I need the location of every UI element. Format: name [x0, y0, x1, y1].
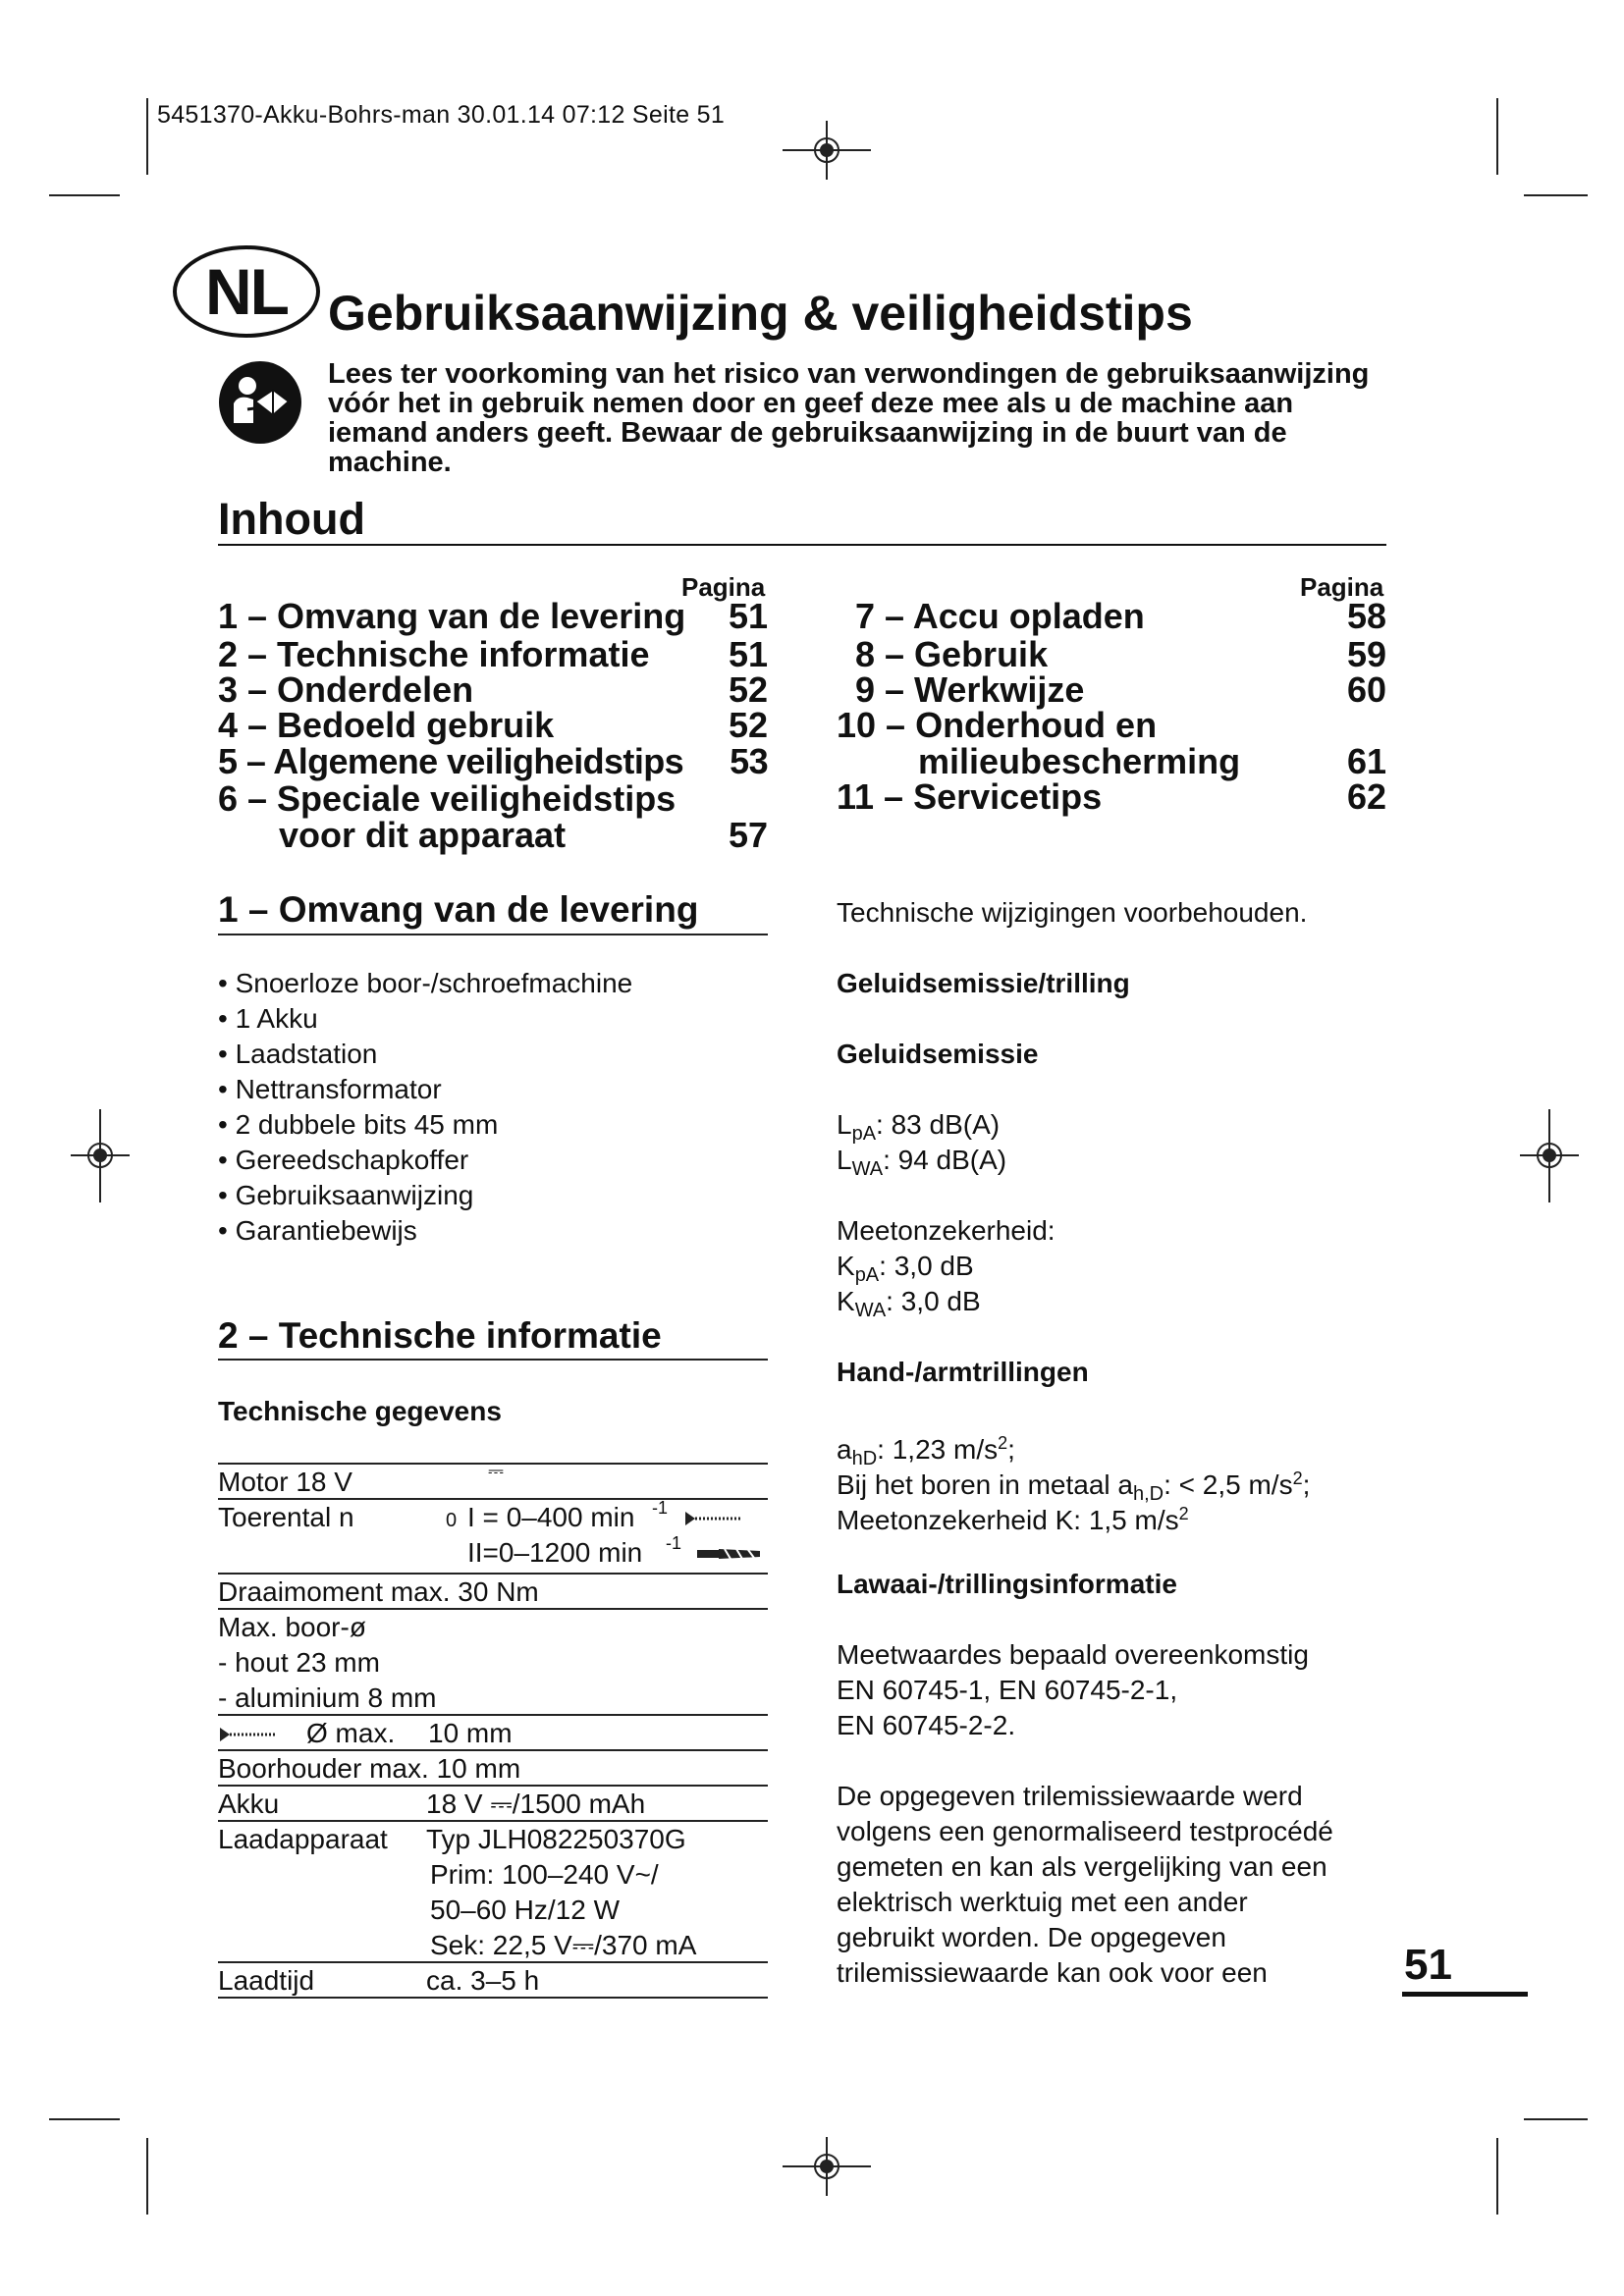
registration-mark-bottom-icon — [783, 2137, 871, 2196]
spec-motor — [218, 1461, 768, 1498]
toc-entry-label: 5 – Algemene veiligheidstips — [218, 741, 684, 781]
tech-data-subtitle: Technische gegevens — [218, 1396, 502, 1426]
toc-entry[interactable] — [837, 776, 1386, 817]
subscript: pA — [854, 1264, 880, 1286]
spec-hout: - hout 23 mm — [218, 1647, 380, 1678]
value: : 83 dB(A) — [876, 1109, 1001, 1140]
language-badge: NL — [173, 245, 320, 338]
opgegeven-line: gemeten en kan als vergelijking van een — [837, 1851, 1327, 1882]
toc-entry[interactable] — [218, 778, 768, 819]
registration-mark-right-icon — [1520, 1109, 1579, 1202]
toc-entry[interactable] — [218, 634, 768, 674]
spec-laad-line: 50–60 Hz/12 W — [430, 1895, 620, 1925]
dc-symbol-icon: ⎓ — [488, 1461, 504, 1482]
screw-icon — [685, 1512, 742, 1525]
hand-arm-heading: Hand-/armtrillingen — [837, 1357, 1089, 1387]
opgegeven-line: De opgegeven trilemissiewaarde werd — [837, 1781, 1303, 1811]
spec-schroef-value: 10 mm — [428, 1718, 513, 1748]
spec-schroef-label: Ø max. — [306, 1718, 396, 1748]
geluid-heading: Geluidsemissie — [837, 1039, 1039, 1069]
section-1-title: 1 – Omvang van de levering — [218, 889, 699, 930]
value: : 94 dB(A) — [883, 1145, 1007, 1175]
toc-entry-label: 8 – Gebruik — [855, 634, 1049, 674]
screw-icon — [220, 1728, 277, 1741]
toc-entry-label: 3 – Onderdelen — [218, 669, 474, 710]
tail: ; — [1302, 1469, 1311, 1500]
spec-divider — [218, 1714, 768, 1716]
toc-entry-page: 51 — [728, 596, 768, 636]
lwa-value — [837, 1143, 1006, 1187]
toc-entry-page: 58 — [1346, 596, 1386, 636]
toc-entry-page: 52 — [728, 669, 768, 710]
crop-mark-bottom-left-horizontal — [49, 2118, 120, 2120]
crop-mark-top-right-vertical — [1496, 98, 1498, 175]
prefix: Meetonzekerheid K: 1,5 m/s — [837, 1505, 1179, 1535]
subscript: h,D — [1132, 1483, 1164, 1505]
superscript: 2 — [998, 1433, 1008, 1453]
crop-mark-top-right-horizontal — [1524, 194, 1588, 196]
warning-text: Lees ter voorkoming van het risico van verwondingen de gebruiksaanwijzing vóór het in gebruik nemen door en geef deze mee als u de machine aan iemand anders geeft. Bewaar de gebruiksaanwijzing in de buurt van de machine. — [328, 358, 1370, 478]
section-1-rule — [218, 934, 768, 935]
toc-entry-label: 1 – Omvang van de levering — [218, 596, 686, 636]
toc-entry-label: 6 – Speciale veiligheidstips — [218, 778, 677, 819]
toc-entry-label: 11 – Servicetips — [837, 776, 1103, 817]
spec-draaimoment: Draaimoment max. 30 Nm — [218, 1576, 539, 1607]
spec-laad-line: Typ JLH082250370G — [426, 1824, 686, 1854]
list-item: • Laadstation — [218, 1039, 378, 1069]
kwa-value — [837, 1284, 981, 1328]
spec-laadtijd-value: ca. 3–5 h — [426, 1965, 540, 1996]
spec-laadtijd-label: Laadtijd — [218, 1965, 315, 1996]
meetwaardes-line: EN 60745-1, EN 60745-2-1, — [837, 1675, 1178, 1705]
spec-laad-line: Prim: 100–240 V~/ — [430, 1859, 659, 1890]
symbol: K — [837, 1286, 855, 1316]
meetwaardes-line: EN 60745-2-2. — [837, 1710, 1016, 1740]
read-manual-icon — [218, 360, 302, 445]
drill-bit-icon — [697, 1547, 760, 1561]
toc-entry-page: 53 — [730, 741, 768, 781]
page-number: 51 — [1404, 1941, 1452, 1989]
toc-rule — [218, 544, 1386, 546]
toc-entry-label: 10 – Onderhoud en — [837, 705, 1158, 745]
meetonzekerheid-label: Meetonzekerheid: — [837, 1215, 1056, 1246]
opgegeven-line: volgens een genormaliseerd testprocédé — [837, 1816, 1333, 1846]
spec-divider — [218, 1820, 768, 1822]
subscript: pA — [851, 1123, 877, 1145]
list-item: • Snoerloze boor-/schroefmachine — [218, 968, 633, 998]
toc-entry-label: voor dit apparaat — [279, 815, 567, 855]
registration-mark-left-icon — [71, 1109, 130, 1202]
spec-laad-label: Laadapparaat — [218, 1824, 388, 1854]
spec-laadapparaat — [218, 1824, 768, 1965]
spec-divider — [218, 1997, 768, 1999]
toc-entry[interactable] — [855, 669, 1386, 710]
prefix: Bij het boren in metaal a — [837, 1469, 1133, 1500]
spec-divider — [218, 1961, 768, 1963]
list-item: • Garantiebewijs — [218, 1215, 417, 1246]
section-2-rule — [218, 1359, 768, 1361]
lawaai-heading: Lawaai-/trillingsinformatie — [837, 1569, 1177, 1599]
opgegeven-line: gebruikt worden. De opgegeven — [837, 1922, 1226, 1952]
list-item: • 2 dubbele bits 45 mm — [218, 1109, 499, 1140]
section-2-title: 2 – Technische informatie — [218, 1315, 662, 1356]
spec-toerental-label: Toerental n — [218, 1502, 354, 1532]
toc-right — [837, 596, 1386, 825]
spec-toerental-speed-1: I = 0–400 min — [467, 1502, 635, 1532]
toc-entry-continued[interactable] — [279, 815, 768, 855]
crop-mark-top-left-vertical — [146, 98, 148, 175]
toc-entry-page: 57 — [728, 815, 768, 855]
meet-k-value — [837, 1496, 1189, 1538]
spec-divider — [218, 1498, 768, 1500]
spec-akku — [218, 1789, 768, 1820]
spec-akku-label: Akku — [218, 1789, 280, 1819]
spec-akku-value: 18 V ⎓/1500 mAh — [426, 1789, 646, 1819]
tail: ; — [1007, 1434, 1015, 1465]
toc-entry-page: 61 — [1346, 741, 1386, 781]
opgegeven-line: elektrisch werktuig met een ander — [837, 1887, 1248, 1917]
toc-entry-label: 7 – Accu opladen — [855, 596, 1145, 636]
toc-left — [218, 596, 768, 864]
value: : 1,23 m/s — [877, 1434, 999, 1465]
spec-unit-exponent: -1 — [666, 1533, 682, 1553]
spec-laad-line: Sek: 22,5 V⎓/370 mA — [430, 1930, 697, 1960]
spec-aluminium: - aluminium 8 mm — [218, 1682, 437, 1713]
spec-toerental-subscript: 0 — [446, 1510, 458, 1531]
toc-entry-label: milieubescherming — [918, 741, 1241, 781]
value: : 3,0 dB — [886, 1286, 981, 1316]
toc-entry-page: 60 — [1346, 669, 1386, 710]
superscript: 2 — [1178, 1504, 1189, 1523]
toc-entry[interactable] — [837, 705, 1386, 745]
meetwaardes-line: Meetwaardes bepaald overeenkomstig — [837, 1639, 1309, 1670]
spec-max-boor: Max. boor-ø — [218, 1612, 366, 1642]
value: : 3,0 dB — [879, 1251, 974, 1281]
spec-divider — [218, 1573, 768, 1575]
spec-divider — [218, 1785, 768, 1787]
registration-mark-top-icon — [783, 121, 871, 180]
page-title: Gebruiksaanwijzing & veiligheidstips — [328, 286, 1193, 341]
print-slug: 5451370-Akku-Bohrs-man 30.01.14 07:12 Seite 51 — [157, 101, 726, 129]
superscript: 2 — [1292, 1468, 1303, 1488]
list-item: • 1 Akku — [218, 1003, 318, 1034]
symbol: a — [837, 1434, 852, 1465]
toc-entry-page: 52 — [728, 705, 768, 745]
crop-mark-bottom-left-vertical — [146, 2138, 148, 2215]
subscript: WA — [854, 1300, 887, 1321]
subscript: WA — [851, 1158, 884, 1180]
list-item: • Gebruiksaanwijzing — [218, 1180, 474, 1210]
list-item: • Gereedschapkoffer — [218, 1145, 469, 1175]
toc-title: Inhoud — [218, 494, 365, 544]
symbol: L — [837, 1109, 852, 1140]
toc-entry-page: 59 — [1346, 634, 1386, 674]
spec-divider — [218, 1749, 768, 1751]
spec-divider — [218, 1608, 768, 1610]
toc-entry-label: 4 – Bedoeld gebruik — [218, 705, 555, 745]
toc-entry-continued[interactable] — [918, 741, 1386, 781]
toc-entry[interactable] — [855, 634, 1386, 674]
value: : < 2,5 m/s — [1164, 1469, 1293, 1500]
spec-boorhouder: Boorhouder max. 10 mm — [218, 1753, 521, 1784]
geluid-trilling-heading: Geluidsemissie/trilling — [837, 968, 1130, 998]
crop-mark-top-left-horizontal — [49, 194, 120, 196]
toc-entry[interactable] — [218, 741, 768, 781]
tech-note: Technische wijzigingen voorbehouden. — [837, 897, 1308, 928]
toc-entry-page: 62 — [1346, 776, 1386, 817]
crop-mark-bottom-right-vertical — [1496, 2138, 1498, 2215]
toc-pagina-label-right: Pagina — [1300, 572, 1384, 602]
list-item: • Nettransformator — [218, 1074, 442, 1104]
crop-mark-bottom-right-horizontal — [1524, 2118, 1588, 2120]
symbol: K — [837, 1251, 855, 1281]
spec-toerental — [218, 1498, 768, 1573]
spec-laadtijd — [218, 1965, 768, 1997]
page-number-rule — [1402, 1992, 1528, 1997]
toc-entry-label: 2 – Technische informatie — [218, 634, 650, 674]
toc-entry-label: 9 – Werkwijze — [855, 669, 1085, 710]
opgegeven-line: trilemissiewaarde kan ook voor een — [837, 1957, 1268, 1988]
toc-entry[interactable] — [218, 705, 768, 745]
subscript: hD — [851, 1448, 878, 1469]
toc-entry-page: 51 — [728, 634, 768, 674]
spec-motor-label: Motor 18 V — [218, 1467, 352, 1497]
toc-pagina-label-left: Pagina — [681, 572, 766, 602]
toc-entry[interactable] — [218, 596, 768, 636]
symbol: L — [837, 1145, 852, 1175]
toc-entry[interactable] — [855, 596, 1386, 636]
spec-toerental-speed-2: II=0–1200 min — [467, 1537, 643, 1568]
toc-entry[interactable] — [218, 669, 768, 710]
spec-unit-exponent: -1 — [652, 1498, 669, 1518]
